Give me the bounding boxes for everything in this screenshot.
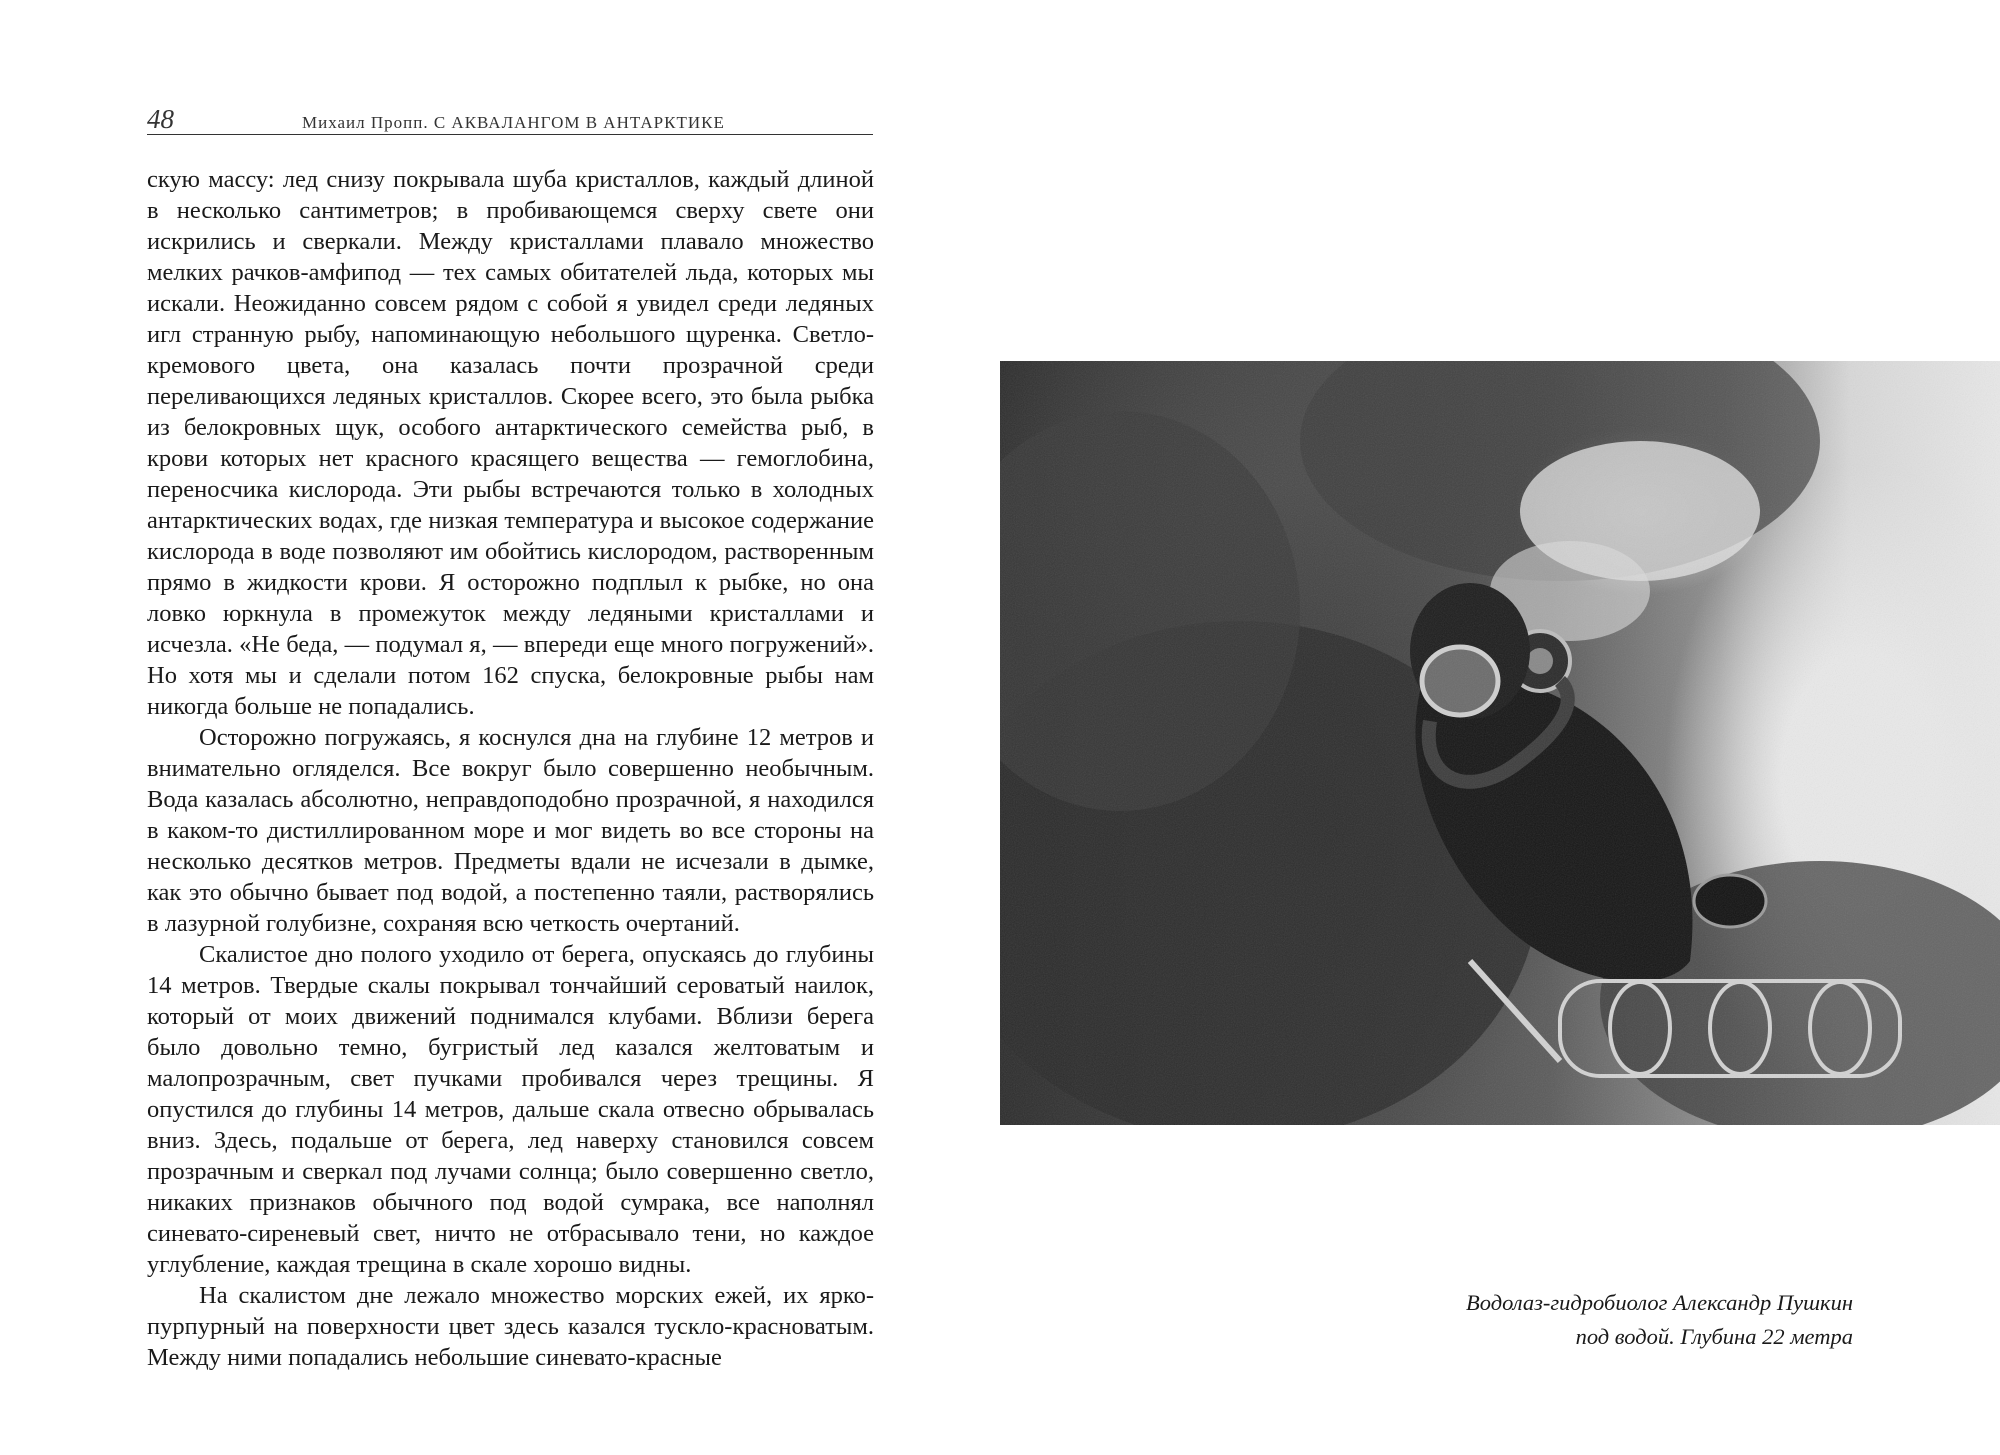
diver-photo — [1000, 361, 2000, 1125]
running-head — [147, 104, 873, 135]
photo-caption — [1333, 1286, 1853, 1354]
body-text — [147, 164, 874, 1373]
diver-illustration — [1000, 361, 2000, 1125]
right-page — [1000, 0, 2000, 1455]
page-number: 48 — [147, 104, 174, 134]
running-title: Михаил Пропп. С АКВАЛАНГОМ В АНТАРКТИКЕ — [302, 113, 725, 132]
paragraph: Скалистое дно полого уходило от берега, опускаясь до глубины 14 метров. Твердые скалы покрывал тончайший сероватый наилок, который от моих движений поднимался клубами. Вблизи берега было довольно темно, бугристый лед казался желтоватым и малопрозрачным, свет пучками пробивался через трещины. Я опустился до глубины 14 метров, дальше скала отвесно обрывалась вниз. Здесь, подальше от берега, лед наверху становился совсем прозрачным и сверкал под лучами солнца; было совершенно светло, никаких признаков обычного под водой сумрака, все наполнял синевато-сиреневый свет, ничто не отбрасывало тени, но каждое углубление, каждая трещина в скале хорошо видны. — [147, 941, 874, 1278]
paragraph: На скалистом дне лежало множество морских ежей, их ярко-пурпурный на поверхности цвет здесь казался тускло-красноватым. Между ними попадались небольшие синевато-красные — [147, 1282, 874, 1371]
paragraph: Осторожно погружаясь, я коснулся дна на глубине 12 метров и внимательно огляделся. Все вокруг было совершенно необычным. Вода казалась абсолютно, неправдоподобно прозрачной, я находился в каком-то дистиллированном море и мог видеть во все стороны на несколько десятков метров. Предметы вдали не исчезали в дымке, как это обычно бывает под водой, а постепенно таяли, растворялись в лазурной голубизне, сохраняя всю четкость очертаний. — [147, 724, 874, 937]
paragraph: скую массу: лед снизу покрывала шуба кристаллов, каждый длиной в несколько сантиметров; в пробивающемся сверху свете они искрились и сверкали. Между кристаллами плавало множество мелких рачков-амфипод — тех самых обитателей льда, которых мы искали. Неожиданно совсем рядом с собой я увидел среди ледяных игл странную рыбу, напоминающую небольшого щуренка. Светло-кремового цвета, она казалась почти прозрачной среди переливающихся ледяных кристаллов. Скорее всего, это была рыбка из белокровных щук, особого антарктического семейства рыб, в крови которых нет красного красящего вещества — гемоглобина, переносчика кислорода. Эти рыбы встречаются только в холодных антарктических водах, где низкая температура и высокое содержание кислорода в воде позволяют им обойтись кислородом, растворенным прямо в жидкости крови. Я осторожно подплыл к рыбке, но она ловко юркнула в промежуток между ледяными кристаллами и исчезла. «Не беда, — подумал я, — впереди еще много погружений». Но хотя мы и сделали потом 162 спуска, белокровные рыбы нам никогда больше не попадались. — [147, 166, 874, 720]
caption-line: под водой. Глубина 22 метра — [1575, 1324, 1853, 1349]
caption-line: Водолаз-гидробиолог Александр Пушкин — [1466, 1290, 1853, 1315]
